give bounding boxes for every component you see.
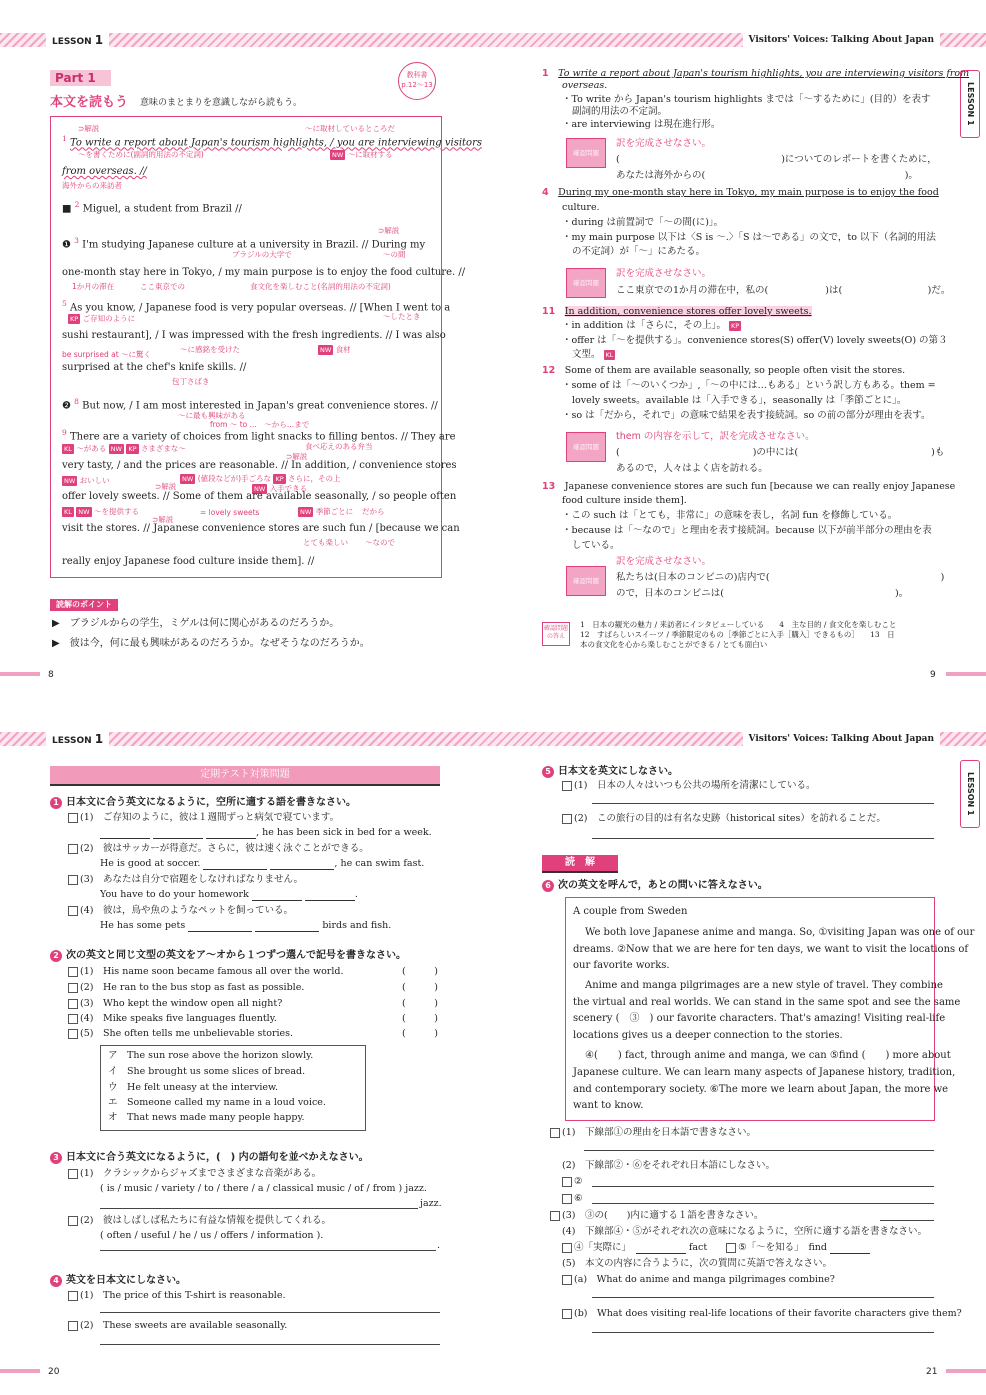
gloss: NW ～に取材する [332, 150, 393, 159]
expl-line: overseas. [562, 80, 608, 91]
choice: エ Someone called my name in a loud voice. [108, 1097, 326, 1108]
q2-item: (4) Mike speaks five languages fluently. [68, 1013, 277, 1025]
q4-item: (2) These sweets are available seasonally. [68, 1320, 287, 1332]
jikai-label: ⊃解説 [155, 482, 177, 491]
side-lesson-tab: LESSON 1 [960, 760, 980, 828]
part-label: Part 1 [50, 70, 111, 86]
gloss: 包丁さばき [172, 377, 210, 386]
q1-en: He has some pets birds and fish. [100, 920, 392, 931]
answer-paren: ( ) [402, 1013, 438, 1024]
text-line: from overseas. // [62, 166, 147, 177]
expl-line: あるので，人々はよく店を訪れる。 [616, 463, 768, 474]
text-line: ❶ $^3$ I'm studying Japanese culture at a university in Brazil. // During my [62, 236, 426, 251]
sub-question: (2) 下線部②・⑥をそれぞれ日本語にしなさい。 [562, 1160, 775, 1171]
q2-item: (2) He ran to the bus stop as fast as possible. [68, 982, 304, 994]
gloss: ～なので [365, 538, 395, 547]
points-title: 読解のポイント [50, 599, 118, 611]
gloss: NW 入手できる [254, 484, 308, 493]
expl-11: 11 In addition, convenience stores offer lovely sweets. [542, 306, 812, 317]
passage-line: the virtual and real worlds. We can stand in the same spot and see the same [573, 997, 961, 1008]
expl-4: 4 During my one-month stay here in Tokyo, my main purpose is to enjoy the food [542, 187, 939, 198]
gloss: 1か月の滞在 [72, 282, 115, 291]
expl-12: 12 Some of them are available seasonally, so people often visit the stores. [542, 365, 906, 376]
expl-line: している。 [572, 540, 620, 551]
answer-line [592, 803, 934, 804]
answer-badge: 確認問題の答え [542, 622, 570, 646]
question-3: 3 日本文に合う英文になるように，( ) 内の語句を並べかえなさい。 [50, 1152, 369, 1165]
page-bar [946, 1369, 986, 1373]
gloss: KP ご存知のように [70, 314, 136, 323]
answer-paren: ( ) [402, 982, 438, 993]
page-number: 9 [930, 670, 936, 680]
expl-line: culture. [562, 202, 600, 213]
q3-en: ( often / useful / he / us / offers / information ). [100, 1230, 324, 1241]
question-4: 4 英文を日本文にしなさい。 [50, 1275, 186, 1288]
passage-line: scenery ( ③ ) our favorite characters. That's amazing! Visiting real-life [573, 1013, 946, 1024]
text-line: $^1$ To write a report about Japan's tourism highlights, / you are interviewing visitors [62, 134, 482, 149]
answer-line [100, 1344, 440, 1345]
expl-line: lovely sweets。available は「入手できる」，seasonally は「季節ごとに」。 [572, 395, 907, 406]
q1-jp: (4) 彼は，鳥や魚のようなペットを飼っている。 [68, 905, 293, 917]
sub-question: (1) 下線部①の理由を日本語で書きなさい。 [550, 1127, 756, 1139]
gloss: とても楽しい [303, 538, 348, 547]
q1-jp: (3) あなたは自分で宿題をしなければなりません。 [68, 874, 303, 886]
expl-line: ・in addition は「さらに，その上」。 KP [562, 320, 740, 331]
answer-line [100, 1312, 440, 1313]
answer-line [592, 1203, 934, 1204]
passage-line: and contemporary society. ⑥The more we learn about Japan, the more we [573, 1084, 949, 1095]
q3-jp: (2) 彼はしばしば私たちに有益な情報を提供してくれる。 [68, 1215, 331, 1227]
question-1: 1 日本文に合う英文になるように，空所に適する語を書きなさい。 [50, 797, 356, 810]
expl-line: 私たちは(日本のコンビニの)店内で( ) [616, 572, 945, 583]
gloss: KL NW ～を提供する [64, 507, 139, 516]
gloss: ～の間 [383, 250, 406, 259]
expl-13: 13 Japanese convenience stores are such fun [because we can really enjoy Japanese [542, 481, 956, 492]
kakunin-badge: 確認問題 [566, 566, 606, 596]
expl-line: の不定詞）が「～」にあたる。 [572, 246, 706, 257]
gloss: ～に取材しているところだ [305, 124, 395, 133]
answer-line [592, 838, 934, 839]
gloss: だから [362, 507, 385, 516]
answer-line [592, 1297, 934, 1298]
text-line: surprised at the chef's knife skills. // [62, 362, 247, 373]
gloss: NW おいしい [64, 476, 110, 485]
answer-line [592, 1332, 934, 1333]
expl-line: あなたは海外からの( )。 [616, 170, 918, 181]
expl-task: 訳を完成させなさい。 [616, 138, 712, 149]
jikai-label: ⊃解説 [78, 124, 100, 133]
q3-jp: (1) クラシックからジャズまでさまざまな音楽がある。 [68, 1168, 321, 1180]
q2-item: (3) Who kept the window open all night? [68, 998, 282, 1010]
lesson-label: LESSON 1 [46, 732, 109, 746]
sub-question: ⑥ [562, 1193, 583, 1205]
answer-paren: ( ) [402, 998, 438, 1009]
gloss: from ～ to ... ～から…まで [210, 420, 310, 429]
q2-item: (1) His name soon became famous all over the world. [68, 966, 344, 978]
lesson-label: LESSON 1 [46, 33, 109, 47]
gloss: = lovely sweets [200, 508, 260, 517]
textbook-badge: 教科書 p.12～13 [398, 62, 436, 100]
gloss: 食文化を楽しむこと(名詞的用法の不定詞) [250, 282, 391, 291]
q1-en: You have to do your homework . [100, 889, 358, 900]
answer-line: 12 すばらしいスイーツ / 季節限定のもの［季節ごとに入手［購入］できるもの］ 13 日 [580, 630, 895, 639]
expl-task: them の内容を示して，訳を完成させなさい。 [616, 431, 815, 442]
answer-paren: ( ) [402, 1028, 438, 1039]
sub-question: (3) ③の( )内に適する１語を書きなさい。 [550, 1210, 763, 1222]
q1-jp: (2) 彼はサッカーが得意だ。さらに，彼は速く泳ぐことができる。 [68, 843, 369, 855]
section-sub: 意味のまとまりを意識しながら読もう。 [140, 98, 303, 108]
header-bar-top [0, 33, 986, 47]
test-title: 定期テスト対策問題 [50, 766, 440, 786]
expl-line: ・during は前置詞で「～の間(に)」。 [562, 217, 724, 228]
kakunin-badge: 確認問題 [566, 268, 606, 298]
dokkai-label: 読 解 [542, 855, 618, 873]
q4-item: (1) The price of this T-shirt is reasonable. [68, 1290, 285, 1302]
page-bar [0, 672, 40, 676]
page-number: 8 [48, 670, 54, 680]
expl-line: ・To write から Japan's tourism highlights までは「～するために」(目的）を表す [562, 94, 931, 105]
sub-question: ② [562, 1176, 583, 1188]
passage-line: locations gives us a deeper connection to the stories. [573, 1030, 843, 1041]
jikai-label: ⊃解説 [378, 226, 400, 235]
question-5: 5 日本文を英文にしなさい。 [542, 766, 678, 779]
expl-line: ( )の中には( )も [616, 447, 945, 458]
expl-line: ・are interviewing は現在進行形。 [562, 119, 721, 130]
choice: ウ He felt uneasy at the interview. [108, 1082, 279, 1093]
text-line: ❷ $^8$ But now, / I am most interested in Japan's great convenience stores. // [62, 397, 438, 412]
gloss: ここ東京での [140, 282, 185, 291]
text-line: ■ $^2$ Miguel, a student from Brazil // [62, 200, 242, 215]
answer-line: 1 日本の観光の魅力 / 来訪者にインタビューしている 4 主な目的 / 食文化を楽しむこと [580, 620, 897, 629]
question-6: 6 次の英文を呼んで，あとの問いに答えなさい。 [542, 880, 768, 893]
gloss: NW (値段などが)手ごろな KP さらに，その上 [182, 474, 341, 483]
expl-line: 副詞的用法の不定詞。 [572, 106, 668, 117]
chapter-title: Visitors' Voices: Talking About Japan [743, 33, 940, 47]
page-number: 20 [48, 1367, 60, 1377]
kakunin-badge: 確認問題 [566, 432, 606, 462]
answer-line [100, 1250, 436, 1251]
passage-line: our favorite works. [573, 960, 670, 971]
expl-line: ので，日本のコンビニは( )。 [616, 588, 909, 599]
gloss: ～を書くために(副詞的用法の不定詞) [78, 150, 204, 159]
kakunin-badge: 確認問題 [566, 138, 606, 168]
gloss: 食べ応えのある弁当 [305, 442, 373, 451]
expl-line: ・この such は「とても，非常に」の意味を表し，名詞 fun を修飾している。 [562, 510, 898, 521]
expl-line: ・offer は「～を提供する」。convenience stores(S) offer(V) lovely sweets(O) の第３ [562, 335, 948, 346]
header-bar-bottom [0, 732, 986, 746]
answer-paren: ( ) [402, 966, 438, 977]
gloss: 海外からの来訪者 [62, 181, 122, 190]
expl-task: 訳を完成させなさい。 [616, 268, 712, 279]
expl-line: ・so は「だから，それで」の意味で結果を表す接続詞。so の前の部分が理由を表す。 [562, 410, 931, 421]
answer-line [880, 1220, 934, 1221]
q1-en: , he has been sick in bed for a week. [100, 827, 432, 839]
gloss: ～に感銘を受けた [180, 345, 240, 354]
sub-question: (a) What do anime and manga pilgrimages combine? [562, 1274, 835, 1286]
text-line: $^9$ There are a variety of choices from light snacks to filling bentos. // They are [62, 428, 456, 443]
text-line: $^5$ As you know, / Japanese food is very popular overseas. // [When I went to a [62, 299, 451, 314]
answer-line [592, 1186, 934, 1187]
text-line: very tasty, / and the prices are reasonable. // In addition, / convenience stores [62, 460, 457, 471]
sub-question: (b) What does visiting real-life locations of their favorite characters give them? [562, 1308, 962, 1320]
gloss: NW 食材 [320, 345, 351, 354]
choice: イ She brought us some slices of bread. [108, 1066, 306, 1077]
text-line: visit the stores. // Japanese convenience stores are such fun / [because we can [62, 523, 460, 534]
expl-line: 文型。 KL [572, 349, 614, 360]
jikai-label: ⊃解説 [286, 452, 308, 461]
point-item: ▶ ブラジルからの学生，ミゲルは何に関心があるのだろうか。 [52, 618, 340, 629]
expl-line: food culture inside them]. [562, 495, 687, 506]
point-item: ▶ 彼は今，何に最も興味があるのだろうか。なぜそうなのだろうか。 [52, 638, 370, 649]
question-2: 2 次の英文と同じ文型の英文をア～オから１つずつ選んで記号を書きなさい。 [50, 950, 406, 963]
section-title: 本文を読もう [50, 95, 129, 110]
expl-line: ここ東京での1か月の滞在中，私の( )は( )だ。 [616, 285, 951, 296]
passage-line: A couple from Sweden [573, 906, 688, 917]
expl-line: ・because は「～なので」と理由を表す接続詞。because 以下が前半部分の理由を表 [562, 525, 932, 536]
page-number: 21 [926, 1367, 938, 1377]
text-line: offer lovely sweets. // Some of them are available seasonally, / so people often [62, 491, 457, 502]
q3-tail: . [437, 1240, 441, 1251]
expl-task: 訳を完成させなさい。 [616, 556, 712, 567]
page-bar [946, 672, 986, 676]
page-bar [0, 1369, 40, 1373]
text-line: sushi restaurant], / I was impressed with the fresh ingredients. // I was also [62, 330, 446, 341]
text-line: really enjoy Japanese food culture inside them]. // [62, 556, 315, 567]
answer-line: 本の食文化を心から楽しむことができる / とても面白い [580, 640, 768, 649]
expl-line: ・some of は「～のいくつか」,「～の中には…もある」という訳し方もある。them = [562, 380, 936, 391]
side-lesson-tab: LESSON 1 [960, 70, 980, 138]
gloss: NW 季節ごとに [300, 507, 354, 516]
sub-question: (4) 下線部④・⑤がそれぞれ次の意味になるように，空所に適する語を書きなさい。 [562, 1226, 927, 1237]
gloss: ～に最も興味がある [178, 411, 246, 420]
jikai-label: ⊃解説 [152, 515, 174, 524]
q3-tail: jazz. [420, 1198, 442, 1209]
passage-line: Japanese culture. We can learn many aspects of Japanese history, tradition, [573, 1067, 956, 1078]
passage-line: want to know. [573, 1100, 644, 1111]
expl-line: ( )についてのレポートを書くために， [616, 154, 937, 165]
passage-line: dreams. ②Now that we are here for ten days, we want to visit the locations of [573, 944, 969, 955]
gloss: ～したとき [383, 312, 421, 321]
choice: オ That news made many people happy. [108, 1112, 305, 1123]
answer-line [584, 1150, 934, 1151]
text-line: one-month stay here in Tokyo, / my main purpose is to enjoy the food culture. // [62, 267, 466, 278]
q1-en: He is good at soccer. , he can swim fast. [100, 858, 425, 869]
gloss: KL ～がある NW KP さまざまな～ [64, 444, 186, 453]
q1-jp: (1) ご存知のように，彼は１週間ずっと病気で寝ています。 [68, 812, 339, 824]
expl-1: 1 To write a report about Japan's tourism highlights, you are interviewing visitors from [542, 68, 970, 79]
chapter-title: Visitors' Voices: Talking About Japan [743, 732, 940, 746]
passage-line: We both love Japanese anime and manga. So, ①visiting Japan was one of our [585, 927, 975, 938]
gloss: ブラジルの大学で [232, 250, 292, 259]
passage-line: ④( ) fact, through anime and manga, we can ⑤find ( ) more about [585, 1050, 951, 1061]
q3-en: ( is / music / variety / to / there / a / classical music / of / from ) jazz. [100, 1183, 427, 1194]
answer-line [100, 1208, 418, 1209]
sub-question: ④「実際に」 fact ⑤「～を知る」 find [562, 1242, 870, 1254]
choice: ア The sun rose above the horizon slowly. [108, 1050, 314, 1061]
gloss: be surprised at ～に驚く [62, 350, 152, 359]
q2-item: (5) She often tells me unbelievable stories. [68, 1028, 293, 1040]
q5-item: (1) 日本の人々はいつも公共の場所を清潔にしている。 [562, 780, 816, 792]
passage-line: Anime and manga pilgrimages are a new style of travel. They combine [585, 980, 943, 991]
expl-line: ・my main purpose 以下は〈S is ～.〉「S は～である」の文で，to 以下（名詞的用法 [562, 232, 936, 243]
sub-question: (5) 本文の内容に合うように，次の質問に英語で答えなさい。 [562, 1258, 832, 1269]
q5-item: (2) この旅行の目的は有名な史跡（historical sites）を訪れることだ。 [562, 813, 886, 825]
